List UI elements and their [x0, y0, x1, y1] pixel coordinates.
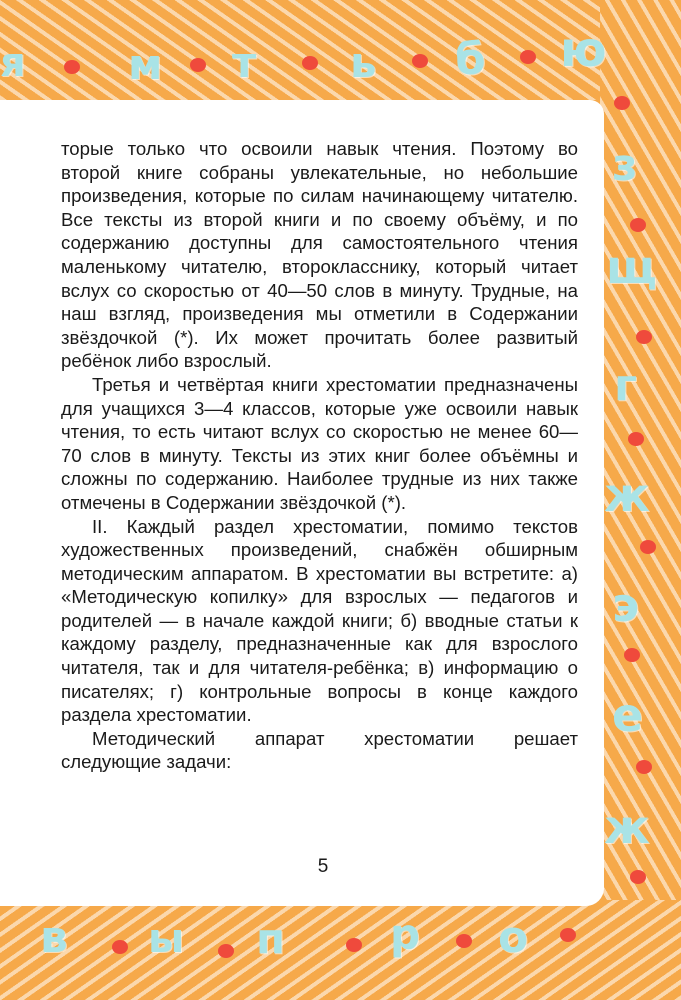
paragraph: II. Каждый раздел хрестоматии, помимо текстов художественных произведений, снабжён обширным методическим аппаратом. В хрестоматии вы встретите: а) «Методическую копилку» для взрослых — педагогов и родителей — в начале каждой книги; б) вводные статьи к каждому разделу, предназначенные как для взрослого читателя, так и для читателя-ребёнка; в) информацию о писателях; г) контрольные вопросы в конце каждого раздела хрестоматии. [61, 515, 578, 726]
border-dot [630, 870, 646, 884]
border-letter: о [498, 912, 529, 963]
border-letter: б [455, 34, 486, 85]
border-dot [636, 760, 652, 774]
page-number: 5 [317, 856, 329, 877]
border-letter: ь [350, 38, 377, 87]
border-dot [302, 56, 318, 70]
border-dot [630, 218, 646, 232]
border-letter: з [612, 140, 638, 191]
border-dot [624, 648, 640, 662]
border-letter: п [256, 914, 286, 963]
border-dot [112, 940, 128, 954]
border-dot [614, 96, 630, 110]
body-text [61, 137, 578, 774]
border-dot [560, 928, 576, 942]
border-dot [412, 54, 428, 68]
border-dot [456, 934, 472, 948]
border-dot [64, 60, 80, 74]
border-letter: ю [560, 22, 607, 78]
border-letter: м [128, 40, 163, 89]
border-dot [520, 50, 536, 64]
border-dot [218, 944, 234, 958]
border-letter: щ [606, 240, 657, 294]
paragraph: торые только что освоили навык чтения. Поэтому во второй книге собраны увлекательные, но небольшие произведения, которые по силам начинающему читателю. Все тексты из второй книги и по своему объёму, и по содержанию доступны для самостоятельного чтения маленькому читателю, второкласснику, который читает вслух со скоростью от 40—50 слов в минуту. Трудные, на наш взгляд, произведения мы отметили в Содержании звёздочкой (*). Их может прочитать более развитый ребёнок либо взрослый. [61, 138, 578, 372]
border-dot [640, 540, 656, 554]
border-letter: е [612, 688, 644, 742]
border-letter: г [614, 360, 637, 411]
border-letter: ж [604, 468, 650, 522]
border-dot [628, 432, 644, 446]
border-letter: в [40, 912, 68, 963]
border-dot [190, 58, 206, 72]
border-letter: э [612, 578, 640, 632]
border-letter: р [390, 910, 421, 959]
border-letter: ы [148, 916, 185, 962]
border-letter: я [0, 40, 26, 86]
border-dot [636, 330, 652, 344]
border-bottom-pattern [0, 900, 681, 1000]
paragraph: Методический аппарат хрестоматии решает следующие задачи: [61, 727, 578, 773]
paragraph: Третья и четвёртая книги хрестоматии предназначены для учащихся 3—4 классов, которые уже освоили навык чтения, то есть читают вслух со скоростью не менее 60—70 слов в минуту. Тексты из этих книг более объёмны и сложны по содержанию. Наиболее трудные из них также отмечены в Содержании звёздочкой (*). [61, 373, 578, 513]
border-dot [346, 938, 362, 952]
border-letter: ж [604, 800, 650, 854]
border-letter: т [232, 38, 257, 87]
